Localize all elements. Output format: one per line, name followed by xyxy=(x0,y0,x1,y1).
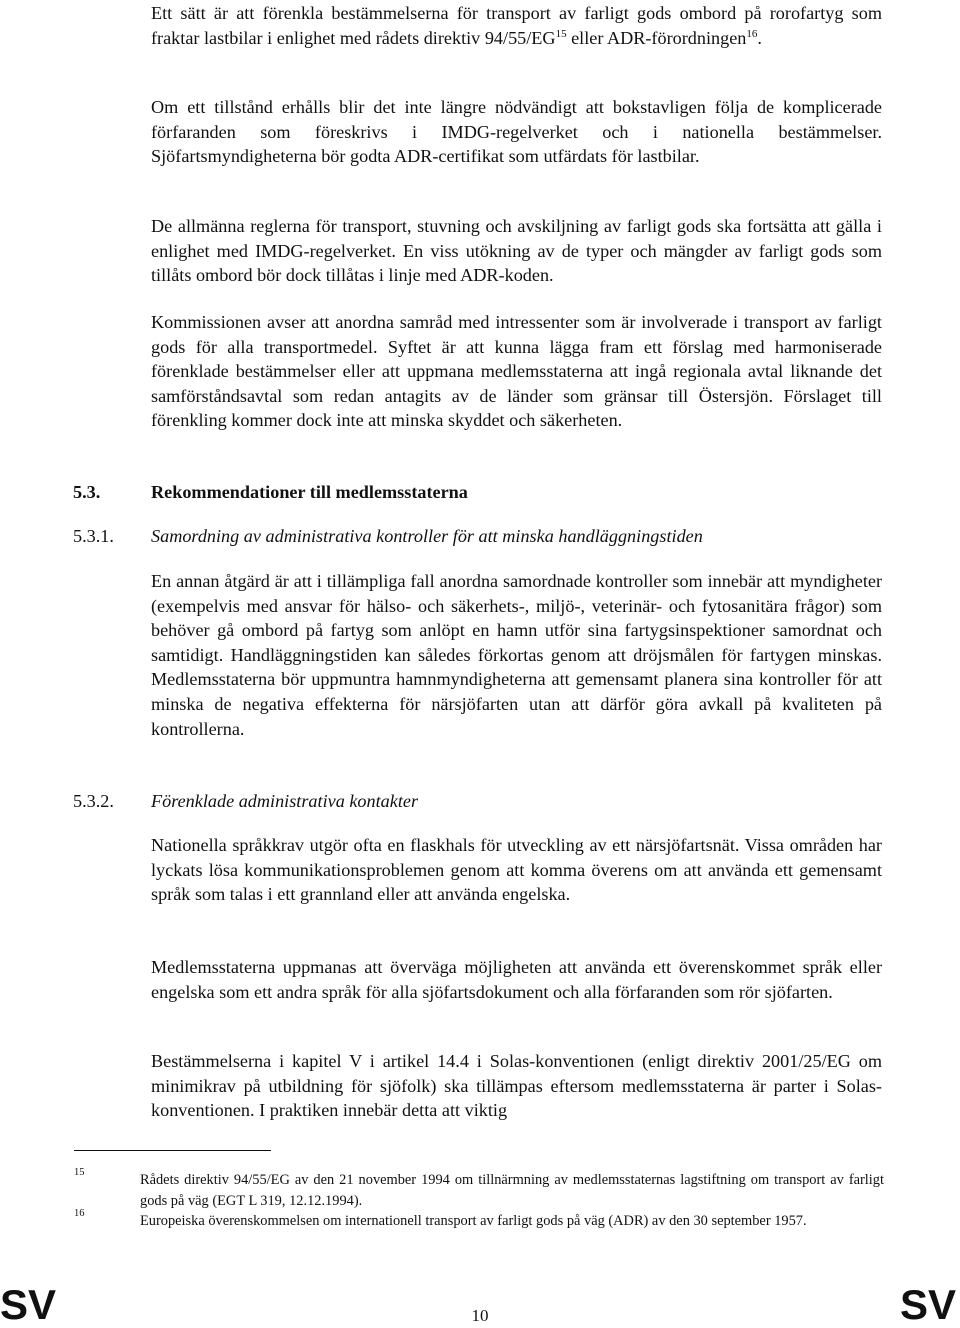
paragraph-coordinated-controls: En annan åtgärd är att i tillämpliga fall anordna samordnade kontroller som innebär att myndigheter (exempelvis med ansvar för hälso- och säkerhets-, miljö-, veterinär- och fytosanitära frågor) som behöver gå ombord på fartyg som anlöpt en hamn utför sina fartygsinspektioner samordnat och samtidigt. Handläggningstiden kan således förkortas genom att dröjsmålen för fartygen minskas. Medlemsstaterna bör uppmuntra hamnmyndigheterna att gemensamt planera sina kontroller för att minska de negativa effekterna för närsjöfarten utan att därför göra avkall på kvaliteten på kontrollerna. xyxy=(151,571,882,739)
paragraph-solas: Bestämmelserna i kapitel V i artikel 14.4 i Solas-konventionen (enligt direktiv 2001/25/EG om minimikrav på utbildning för sjöfolk) ska tillämpas eftersom medlemsstaterna är parter i Solas-konventionen. I praktiken innebär detta att viktig xyxy=(151,1051,882,1121)
paragraph-text: Ett sätt är att förenkla bestämmelserna för transport av farligt gods ombord på rorofartyg som fraktar lastbilar i enlighet med rådets direktiv 94/55/EG xyxy=(151,3,882,48)
footnote-divider xyxy=(74,1150,271,1151)
section-title: Förenklade administrativa kontakter xyxy=(151,791,419,811)
paragraph-language-requirements: Nationella språkkrav utgör ofta en flaskhals för utveckling av ett närsjöfartsnät. Vissa områden har lyckats lösa kommunikationsproblemen genom att komma överens om att använda ett gemensamt språk som talas i ett grannland eller att använda engelska. xyxy=(151,835,882,905)
footnote-ref-15: 15 xyxy=(555,27,567,40)
paragraph-permit: Om ett tillstånd erhålls blir det inte längre nödvändigt att bokstavligen följa de komplicerade förfaranden som föreskrivs i IMDG-regelverket och i nationella bestämmelser. Sjöfartsmyndigheterna bör godta ADR-certifikat som utfärdats för lastbilar. xyxy=(151,97,882,167)
paragraph-simplify-rules xyxy=(151,1,882,50)
paragraph-common-language: Medlemsstaterna uppmanas att överväga möjligheten att använda ett överenskommet språk eller engelska som ett andra språk för alla sjöfartsdokument och alla förfaranden som rör sjöfarten. xyxy=(151,957,882,1002)
language-code-left: SV xyxy=(0,1281,57,1328)
page-number: 10 xyxy=(471,1306,489,1325)
section-title: Samordning av administrativa kontroller för att minska handläggningstiden xyxy=(151,526,703,546)
footnote-text: Rådets direktiv 94/55/EG av den 21 november 1994 om tillnärmning av medlemsstaternas lagstiftning om transport av farligt gods på väg (EGT L 319, 12.12.1994). xyxy=(140,1172,884,1209)
section-number: 5.3.1. xyxy=(73,526,114,546)
paragraph-general-rules: De allmänna reglerna för transport, stuvning och avskiljning av farligt gods ska fortsätta att gälla i enlighet med IMDG-regelverket. En viss utökning av de typer och mängder av farligt gods som tillåts ombord bör dock tillåtas i linje med ADR-koden. xyxy=(151,216,882,286)
footnote-number: 16 xyxy=(74,1208,85,1219)
footnote-ref-16: 16 xyxy=(746,27,758,40)
footnote-number: 15 xyxy=(74,1167,85,1178)
paragraph-text: eller ADR-förordningen xyxy=(566,27,747,48)
footnote-text: Europeiska överenskommelsen om internationell transport av farligt gods på väg (ADR) av den 30 september 1957. xyxy=(140,1213,807,1229)
paragraph-text: . xyxy=(757,27,762,48)
language-code-right: SV xyxy=(899,1281,956,1328)
section-number: 5.3. xyxy=(73,482,101,502)
section-number: 5.3.2. xyxy=(73,791,114,811)
section-title: Rekommendationer till medlemsstaterna xyxy=(151,482,468,502)
paragraph-commission-consultation: Kommissionen avser att anordna samråd med intressenter som är involverade i transport av farligt gods för alla transportmedel. Syftet är att kunna lägga fram ett förslag med harmoniserade förenklade bestämmelser eller att uppmana medlemsstaterna att ingå regionala avtal liknande det samförståndsavtal som redan antagits av de länder som gränsar till Östersjön. Förslaget till förenkling kommer dock inte att minska skyddet och säkerheten. xyxy=(151,312,882,431)
